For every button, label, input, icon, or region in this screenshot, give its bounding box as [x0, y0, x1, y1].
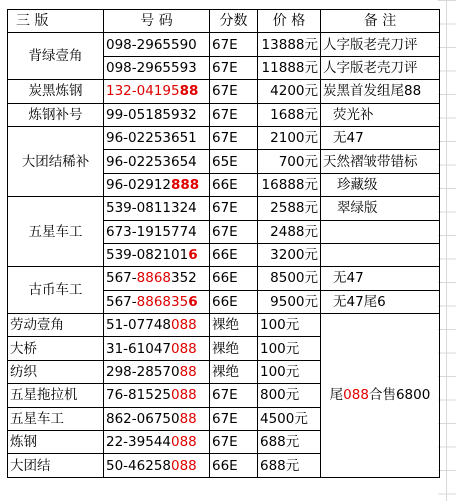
- text-segment: 862-06750: [106, 410, 180, 427]
- table-row: [8, 314, 440, 337]
- note-cell: 天然褶皱带错标: [321, 150, 440, 173]
- serial-number-cell: [104, 290, 210, 313]
- text-segment: 51-07748: [106, 317, 171, 334]
- serial-number-cell: [104, 384, 210, 407]
- version-cell: 五星拖拉机: [8, 384, 104, 407]
- grade-cell: 66E: [210, 267, 258, 290]
- text-segment: 99-05185932: [106, 106, 197, 123]
- serial-number-cell: [104, 243, 210, 266]
- serial-number-cell: [104, 150, 210, 173]
- serial-number-cell: [104, 314, 210, 337]
- version-cell: 五星车工: [8, 407, 104, 430]
- serial-number-cell: [104, 360, 210, 383]
- version-cell: 炼钢补号: [8, 103, 104, 126]
- text-segment: 6: [188, 247, 198, 264]
- header-price: 价 格: [258, 10, 321, 33]
- version-cell: 背绿壹角: [8, 33, 104, 80]
- note-cell: [321, 220, 440, 243]
- price-cell: 688元: [258, 454, 321, 477]
- grade-cell: 裸绝: [210, 314, 258, 337]
- version-cell: 纺织: [8, 360, 104, 383]
- text-segment: 76-81525: [106, 387, 171, 404]
- price-cell: 4500元: [258, 407, 321, 430]
- price-cell: 2100元: [258, 126, 321, 149]
- serial-number-cell: [104, 173, 210, 196]
- gridline-vertical: [446, 0, 447, 501]
- text-segment: 合售6800: [368, 387, 431, 404]
- text-segment: 088: [171, 317, 197, 334]
- table-row: [8, 80, 440, 103]
- version-cell: 炼钢: [8, 431, 104, 454]
- serial-number-cell: [104, 220, 210, 243]
- text-segment: 88: [179, 364, 197, 381]
- note-cell: 无47: [321, 267, 440, 290]
- table-row: [8, 103, 440, 126]
- text-segment: 088: [171, 457, 197, 474]
- version-cell: 五星车工: [8, 197, 104, 267]
- text-segment: 539-082101: [106, 247, 189, 264]
- text-segment: 31-61047: [106, 340, 171, 357]
- gridlines: [438, 0, 456, 501]
- text-segment: 539-0811324: [106, 200, 197, 217]
- grade-cell: 67E: [210, 33, 258, 56]
- table-row: [8, 267, 440, 290]
- grade-cell: 裸绝: [210, 360, 258, 383]
- price-cell: 2588元: [258, 197, 321, 220]
- grade-cell: 66E: [210, 173, 258, 196]
- grade-cell: 67E: [210, 56, 258, 79]
- price-cell: 100元: [258, 314, 321, 337]
- text-segment: 567-: [106, 270, 137, 287]
- price-cell: 2488元: [258, 220, 321, 243]
- text-segment: 298-28570: [106, 364, 180, 381]
- text-segment: 88: [179, 410, 197, 427]
- serial-number-cell: [104, 56, 210, 79]
- text-segment: 尾: [329, 387, 344, 404]
- text-segment: 673-1915774: [106, 223, 197, 240]
- grade-cell: 67E: [210, 80, 258, 103]
- grade-cell: 66E: [210, 290, 258, 313]
- text-segment: 6: [188, 293, 198, 310]
- grade-cell: 裸绝: [210, 337, 258, 360]
- serial-number-cell: [104, 431, 210, 454]
- table-row: [8, 33, 440, 56]
- price-cell: 4200元: [258, 80, 321, 103]
- price-cell: 800元: [258, 384, 321, 407]
- text-segment: 22-39544: [106, 434, 171, 451]
- text-segment: 96-02912: [106, 176, 171, 193]
- grade-cell: 67E: [210, 126, 258, 149]
- price-cell: 100元: [258, 360, 321, 383]
- text-segment: 888: [171, 176, 200, 193]
- text-segment: 8868: [136, 270, 171, 287]
- text-segment: 886835: [136, 293, 189, 310]
- text-segment: 132-04195: [106, 83, 180, 100]
- text-segment: 567-: [106, 293, 137, 310]
- grade-cell: 67E: [210, 197, 258, 220]
- grade-cell: 67E: [210, 220, 258, 243]
- grade-cell: 67E: [210, 384, 258, 407]
- note-cell: 翠绿版: [321, 197, 440, 220]
- price-cell: 9500元: [258, 290, 321, 313]
- header-note: 备 注: [321, 10, 440, 33]
- note-cell: 无47尾6: [321, 290, 440, 313]
- price-cell: 3200元: [258, 243, 321, 266]
- version-cell: 炭黑炼钢: [8, 80, 104, 103]
- version-cell: 大团结稀补: [8, 126, 104, 196]
- price-table: [7, 9, 440, 478]
- serial-number-cell: [104, 126, 210, 149]
- serial-number-cell: [104, 267, 210, 290]
- price-cell: 1688元: [258, 103, 321, 126]
- text-segment: 098-2965590: [106, 36, 197, 53]
- header-grade: 分数: [210, 10, 258, 33]
- serial-number-cell: [104, 33, 210, 56]
- note-cell: 炭黑首发组尾88: [321, 80, 440, 103]
- grade-cell: 67E: [210, 103, 258, 126]
- version-cell: 大团结: [8, 454, 104, 477]
- price-cell: 8500元: [258, 267, 321, 290]
- price-cell: 13888元: [258, 33, 321, 56]
- price-cell: 16888元: [258, 173, 321, 196]
- serial-number-cell: [104, 197, 210, 220]
- version-cell: 劳动壹角: [8, 314, 104, 337]
- note-cell: 珍藏级: [321, 173, 440, 196]
- note-cell: 人字版老壳刀评: [321, 33, 440, 56]
- header-version: 三 版: [8, 10, 104, 33]
- serial-number-cell: [104, 454, 210, 477]
- grade-cell: 67E: [210, 407, 258, 430]
- price-cell: 688元: [258, 431, 321, 454]
- table-row: [8, 126, 440, 149]
- header-row: [8, 10, 440, 33]
- price-cell: 100元: [258, 337, 321, 360]
- text-segment: 088: [171, 340, 197, 357]
- serial-number-cell: [104, 103, 210, 126]
- price-cell: 11888元: [258, 56, 321, 79]
- grade-cell: 65E: [210, 150, 258, 173]
- version-cell: 大桥: [8, 337, 104, 360]
- text-segment: 098-2965593: [106, 59, 197, 76]
- grade-cell: 66E: [210, 454, 258, 477]
- version-cell: 古币车工: [8, 267, 104, 314]
- note-cell: 人字版老壳刀评: [321, 56, 440, 79]
- text-segment: 352: [171, 270, 197, 287]
- text-segment: 96-02253654: [106, 153, 197, 170]
- serial-number-cell: [104, 407, 210, 430]
- text-segment: 088: [343, 387, 369, 404]
- text-segment: 088: [171, 434, 197, 451]
- header-number: 号 码: [104, 10, 210, 33]
- serial-number-cell: [104, 337, 210, 360]
- text-segment: 50-46258: [106, 457, 171, 474]
- price-cell: 700元: [258, 150, 321, 173]
- note-cell: [321, 243, 440, 266]
- grade-cell: 66E: [210, 243, 258, 266]
- text-segment: 088: [171, 387, 197, 404]
- serial-number-cell: [104, 80, 210, 103]
- grade-cell: 67E: [210, 431, 258, 454]
- text-segment: 88: [179, 83, 199, 100]
- table-row: [8, 197, 440, 220]
- note-cell: 荧光补: [321, 103, 440, 126]
- text-segment: 96-02253651: [106, 130, 197, 147]
- note-cell: 无47: [321, 126, 440, 149]
- combo-note-cell: [321, 314, 440, 478]
